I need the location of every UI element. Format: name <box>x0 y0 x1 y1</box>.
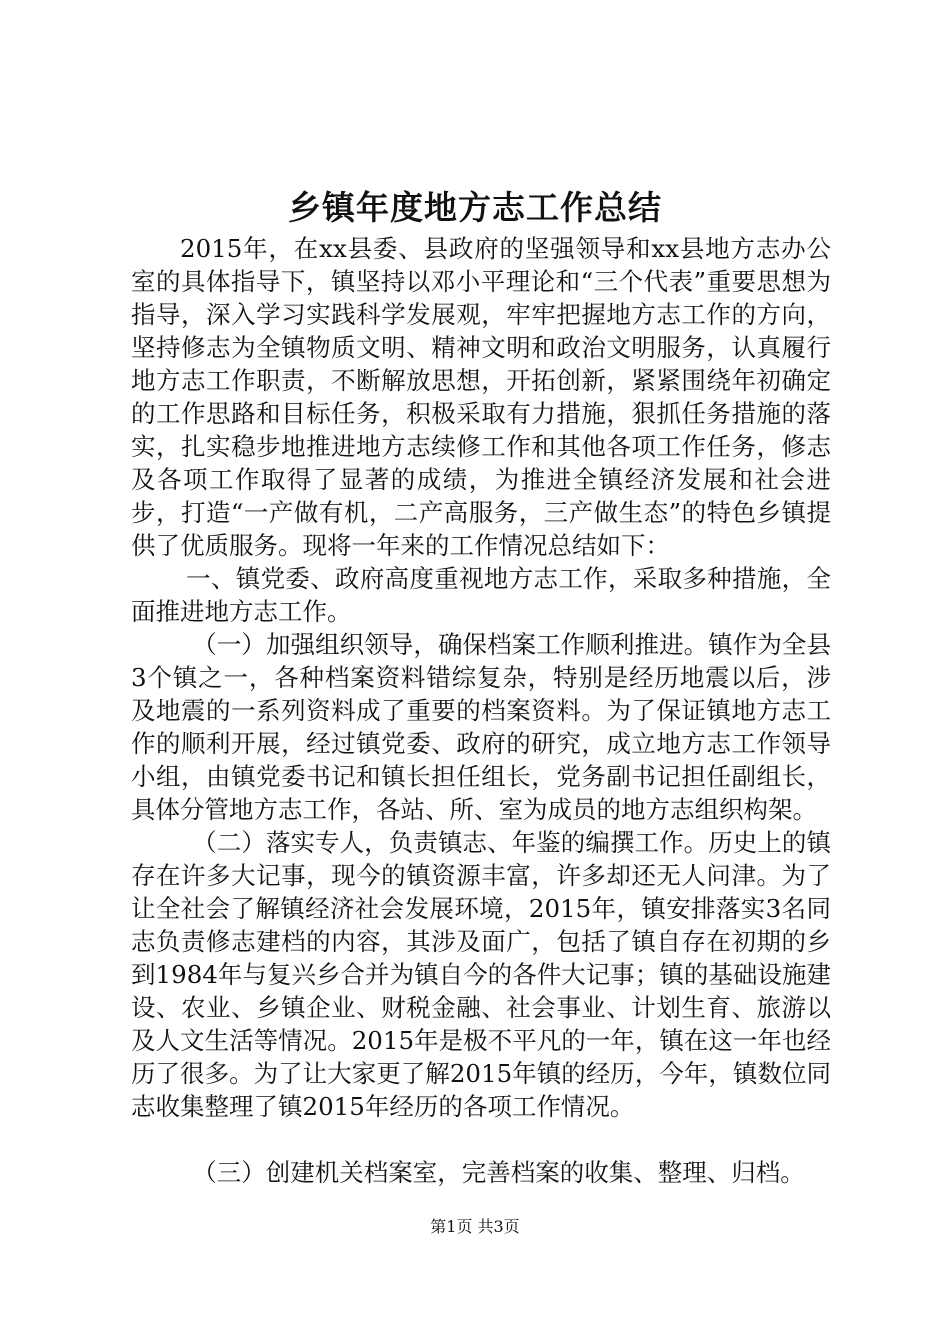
intro-paragraph: 2015年，在xx县委、县政府的坚强领导和xx县地方志办公室的具体指导下，镇坚持以邓小平理论和“三个代表”重要思想为指导，深入学习实践科学发展观，牢牢把握地方志工作的方向，坚持修志为全镇物质文明、精神文明和政治文明服务，认真履行地方志工作职责，不断解放思想，开拓创新，紧紧围绕年初确定的工作思路和目标任务，积极采取有力措施，狠抓任务措施的落实，扎实稳步地推进地方志续修工作和其他各项工作任务，修志及各项工作取得了显著的成绩，为推进全镇经济发展和社会进步，打造“一产做有机，二产高服务，三产做生态”的特色乡镇提供了优质服务。现将一年来的工作情况总结如下： <box>131 234 831 560</box>
subsection-paragraph-3: （三）创建机关档案室，完善档案的收集、整理、归档。 <box>192 1158 805 1187</box>
document-title: 乡镇年度地方志工作总结 <box>288 188 662 227</box>
document-body <box>131 232 831 1189</box>
subsection-paragraph-2: （二）落实专人，负责镇志、年鉴的编撰工作。历史上的镇存在许多大记事，现今的镇资源丰富，许多却还无人问津。为了让全社会了解镇经济社会发展环境，2015年，镇安排落实3名同志负责修志建档的内容，其涉及面广，包括了镇自存在初期的乡到1984年与复兴乡合并为镇自今的各件大记事；镇的基础设施建设、农业、乡镇企业、财税金融、社会事业、计划生育、旅游以及人文生活等情况。2015年是极不平凡的一年，镇在这一年也经历了很多。为了让大家更了解2015年镇的经历，今年，镇数位同志收集整理了镇2015年经历的各项工作情况。 <box>131 828 831 1121</box>
subsection-paragraph-1: （一）加强组织领导，确保档案工作顺利推进。镇作为全县3个镇之一，各种档案资料错综复杂，特别是经历地震以后，涉及地震的一系列资料成了重要的档案资料。为了保证镇地方志工作的顺利开展，经过镇党委、政府的研究，成立地方志工作领导小组，由镇党委书记和镇长担任组长，党务副书记担任副组长，具体分管地方志工作，各站、所、室为成员的地方志组织构架。 <box>131 630 831 824</box>
section-heading-1: 一、镇党委、政府高度重视地方志工作，采取多种措施，全面推进地方志工作。 <box>131 564 831 626</box>
page-indicator: 第1页 共3页 <box>430 1217 520 1236</box>
